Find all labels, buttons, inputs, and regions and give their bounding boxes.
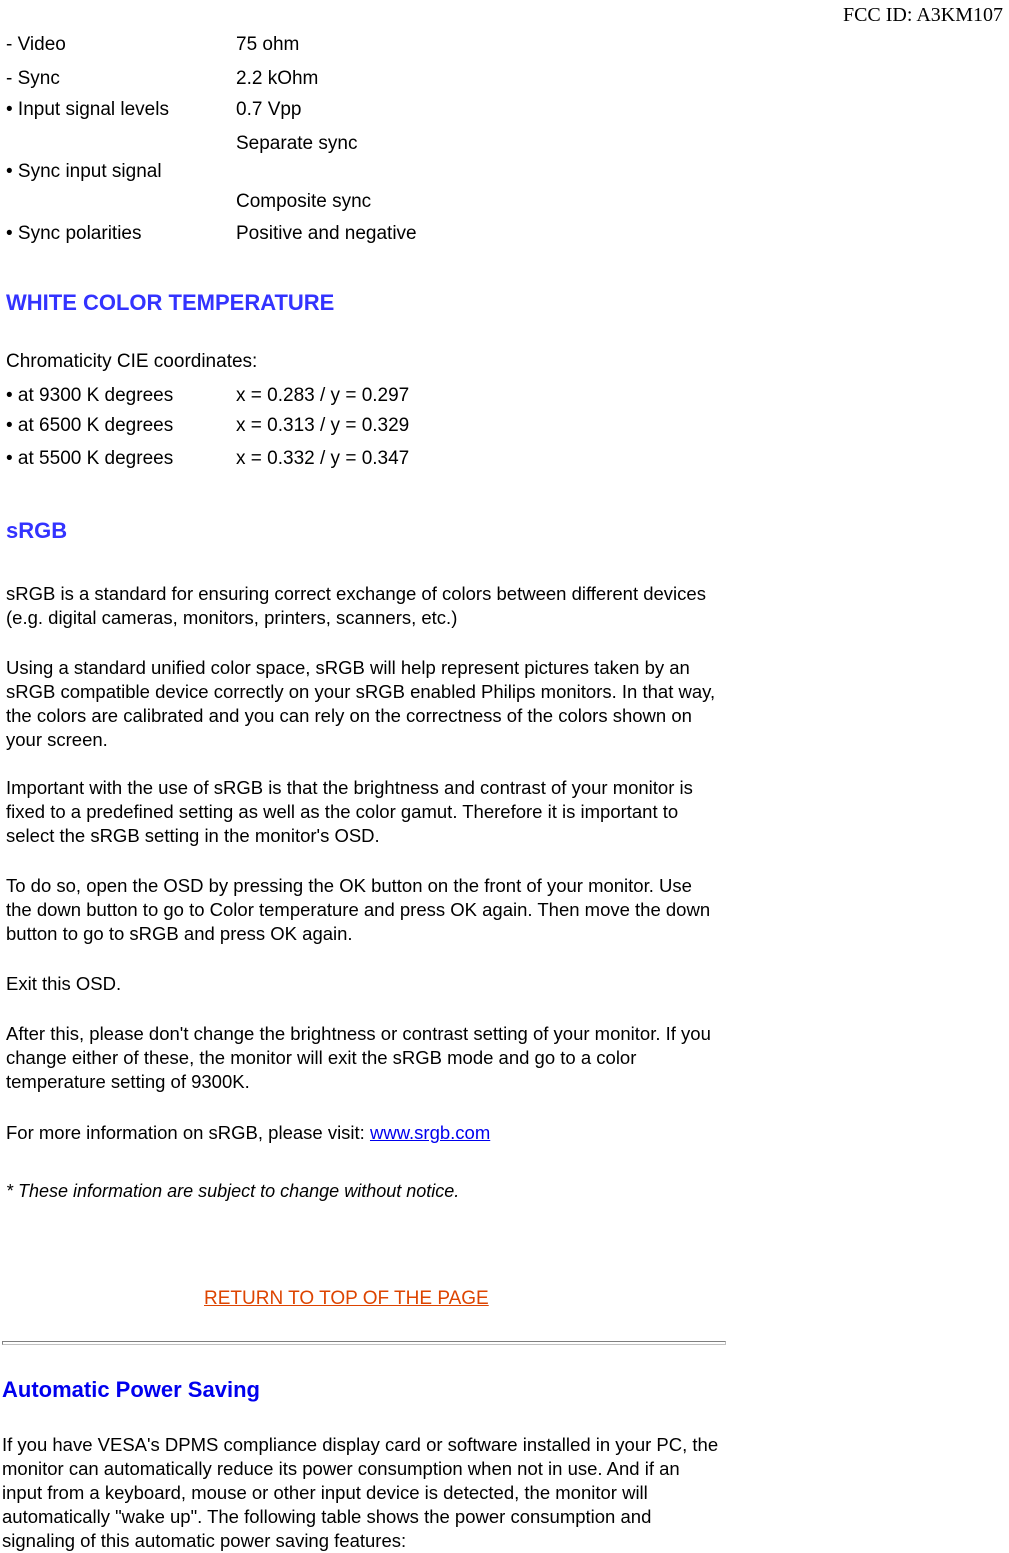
fcc-id: FCC ID: A3KM107: [842, 4, 1003, 26]
srgb-more-info: [6, 1121, 722, 1145]
srgb-link[interactable]: www.srgb.com: [369, 1122, 491, 1143]
spec-value: 2.2 kOhm: [236, 68, 319, 89]
spec-label: • Sync polarities: [6, 223, 142, 244]
spec-value: Separate sync: [236, 133, 358, 154]
spec-value: Positive and negative: [236, 223, 417, 244]
white-color-heading: WHITE COLOR TEMPERATURE: [6, 290, 335, 315]
srgb-paragraph: After this, please don't change the brightness or contrast setting of your monitor. If you change either of these, the monitor will exit the sRGB mode and go to a color temperature setting of 9300K.: [6, 1023, 711, 1092]
srgb-paragraph: To do so, open the OSD by pressing the OK button on the front of your monitor. Use the down button to go to Color temperature and press OK again. Then move the down button to go to sRGB and press OK again.: [6, 875, 711, 944]
spec-value: 0.7 Vpp: [236, 99, 302, 120]
srgb-heading: sRGB: [6, 518, 68, 543]
more-info-text: For more information on sRGB, please visit:: [6, 1122, 370, 1143]
color-temp-label: • at 6500 K degrees: [6, 415, 174, 436]
section-divider: [2, 1341, 726, 1345]
color-temp-value: x = 0.283 / y = 0.297: [236, 385, 410, 406]
return-to-top-link[interactable]: RETURN TO TOP OF THE PAGE: [204, 1288, 489, 1309]
disclaimer-note: * These information are subject to change without notice.: [6, 1181, 460, 1201]
color-temp-label: • at 5500 K degrees: [6, 448, 174, 469]
srgb-paragraph: Exit this OSD.: [6, 973, 122, 994]
srgb-paragraph: Important with the use of sRGB is that the brightness and contrast of your monitor is fixed to a predefined setting as well as the color gamut. Therefore it is important to select the sRGB setting in the monitor's OSD.: [6, 777, 693, 846]
color-temp-value: x = 0.332 / y = 0.347: [236, 448, 410, 469]
spec-value: Composite sync: [236, 191, 372, 212]
power-saving-paragraph: If you have VESA's DPMS compliance display card or software installed in your PC, the monitor can automatically reduce its power consumption when not in use. And if an input from a keyboard, mouse or other input device is detected, the monitor will automatically "wake up". The following table shows the power consumption and signaling of this automatic power saving features:: [2, 1434, 719, 1551]
spec-label: • Input signal levels: [6, 99, 169, 120]
spec-label: • Sync input signal: [6, 161, 162, 182]
srgb-paragraph: Using a standard unified color space, sRGB will help represent pictures taken by an sRGB compatible device correctly on your sRGB enabled Philips monitors. In that way, the colors are calibrated and you can rely on the correctness of the colors shown on your screen.: [6, 657, 716, 750]
power-saving-heading: Automatic Power Saving: [2, 1377, 260, 1402]
spec-label: - Video: [6, 34, 66, 55]
chromaticity-label: Chromaticity CIE coordinates:: [6, 351, 258, 372]
spec-label: - Sync: [6, 68, 60, 89]
color-temp-label: • at 9300 K degrees: [6, 385, 174, 406]
color-temp-value: x = 0.313 / y = 0.329: [236, 415, 410, 436]
spec-value: 75 ohm: [236, 34, 300, 55]
srgb-paragraph: sRGB is a standard for ensuring correct exchange of colors between different devices (e.g. digital cameras, monitors, printers, scanners, etc.): [6, 583, 706, 628]
